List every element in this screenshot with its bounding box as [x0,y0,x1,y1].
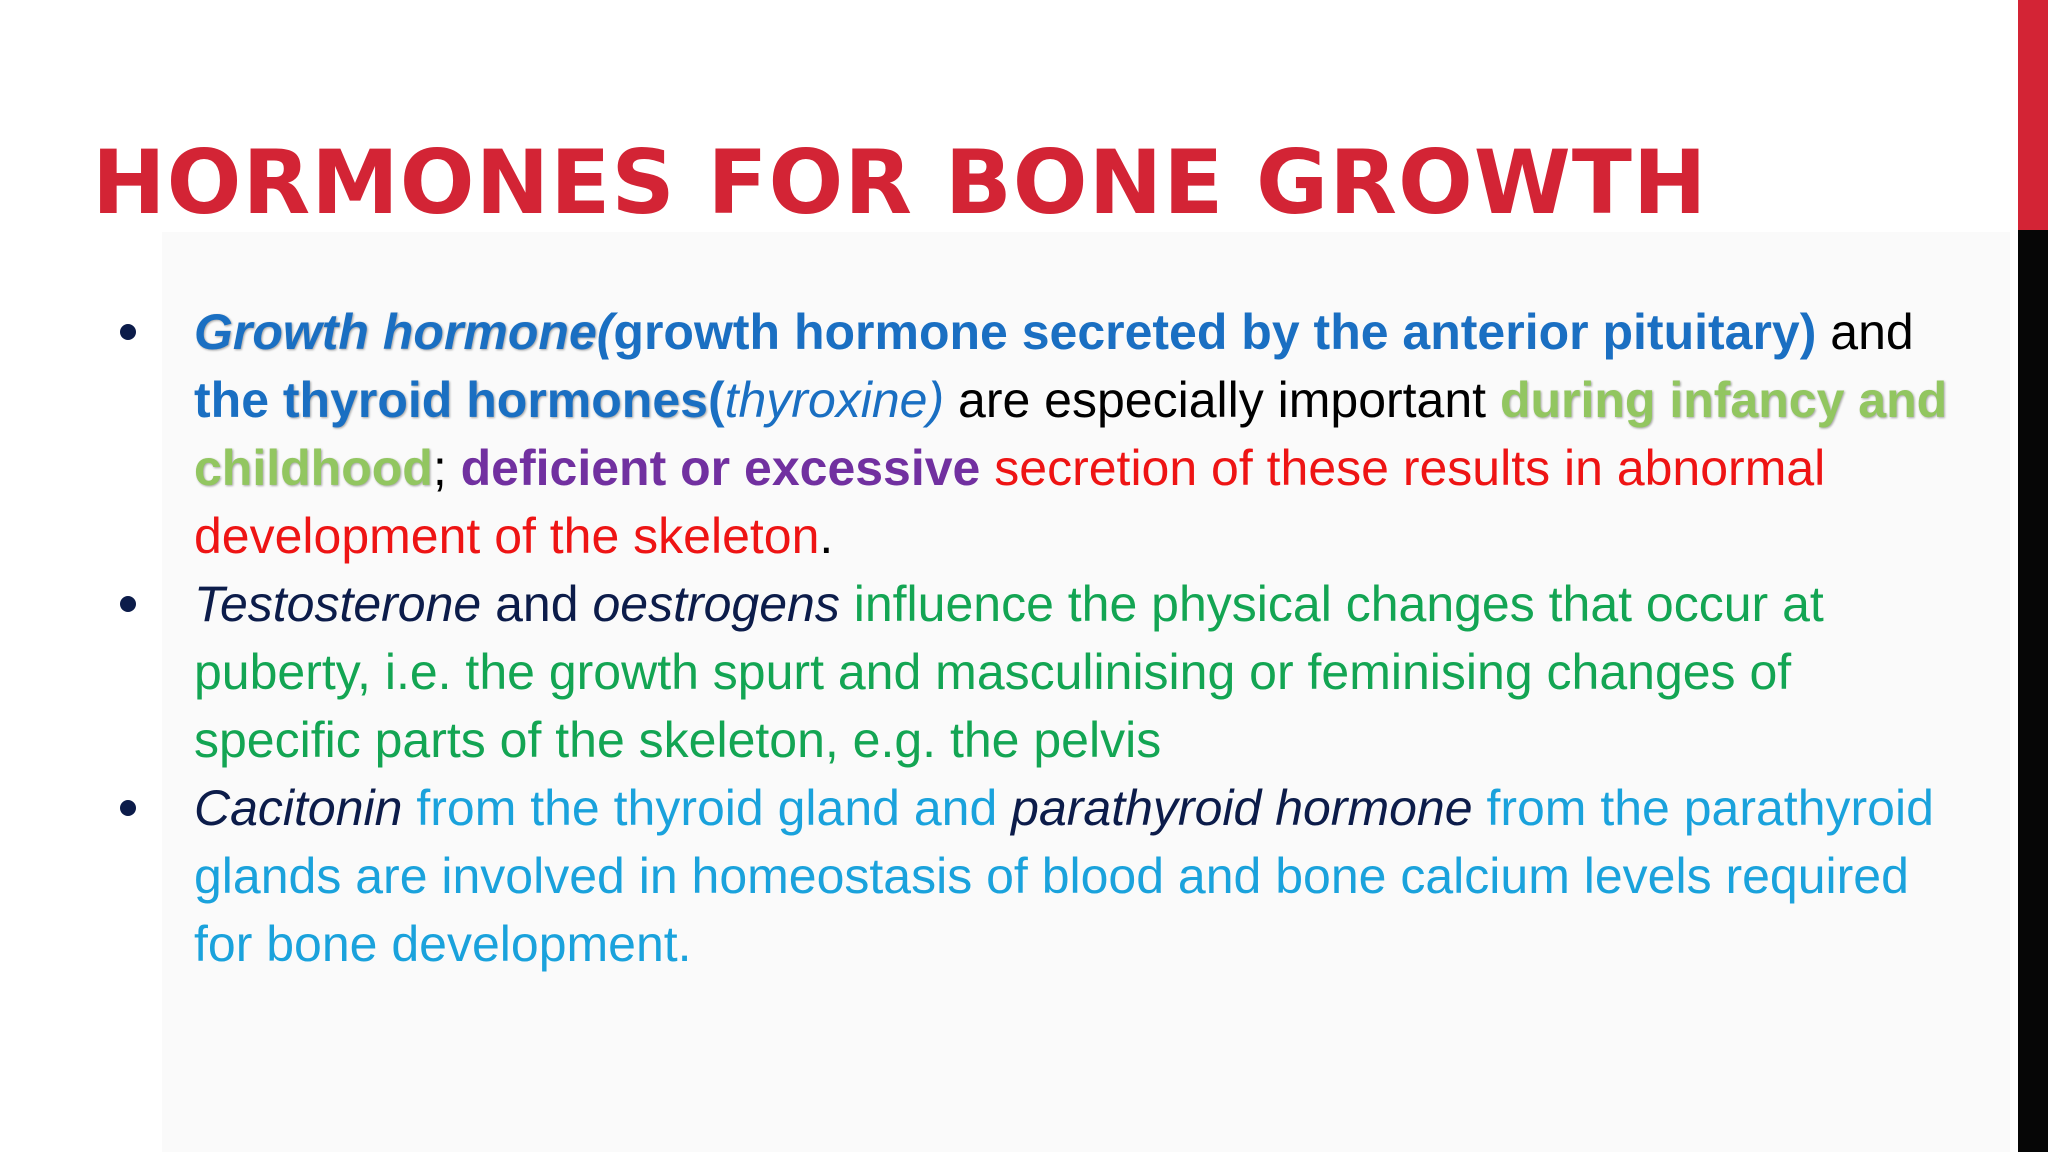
term-thyroxine: thyroxine) [724,372,945,428]
text-calcium-homeostasis: from the parathyroid glands are involved in homeostasis of blood and bone calcium levels required for bone development. [194,780,1934,972]
bullet-item-calcitonin-pth [118,774,1958,978]
paren-open: ( [596,304,614,360]
text-and: and [481,576,593,632]
text-space [980,440,994,496]
text-infancy-childhood: during infancy and childhood [194,372,1948,496]
term-cacitonin: Cacitonin [194,780,403,836]
term-parathyroid-hormone: parathyroid hormone [1011,780,1473,836]
bullet-list [118,298,1958,978]
text-abnormal-development: secretion of these results in abnormal development of the skeleton [194,440,1826,564]
term-oestrogens: oestrogens [592,576,840,632]
text-puberty-changes: influence the physical changes that occur at puberty, i.e. the growth spurt and masculinising or feminising changes of specific parts of the skeleton, e.g. the pelvis [194,576,1824,768]
term-thyroid-hormones: thyroid hormones [282,372,708,428]
bullet-item-sex-hormones [118,570,1958,774]
accent-bar-dark [2018,230,2048,1152]
bullet-item-growth-thyroid [118,298,1958,570]
accent-bar-red [2018,0,2048,230]
bullet-dot-icon [120,800,136,816]
slide-title: HORMONES FOR BONE GROWTH [92,131,1708,234]
term-growth-hormone: Growth hormone [194,304,597,360]
text-especially-important: are especially important [944,372,1500,428]
growth-hormone-detail: growth hormone secreted by the anterior pituitary) [613,304,1817,360]
term-testosterone: Testosterone [194,576,482,632]
bullet-dot-icon [120,324,136,340]
text-the: the [194,372,283,428]
text-semicolon: ; [432,440,461,496]
text-period: . [819,508,834,564]
paren-open-2: ( [707,372,725,428]
text-from-thyroid: from the thyroid gland and [402,780,1012,836]
text-deficient-excessive: deficient or excessive [460,440,981,496]
bullet-dot-icon [120,596,136,612]
text-and: and [1816,304,1914,360]
